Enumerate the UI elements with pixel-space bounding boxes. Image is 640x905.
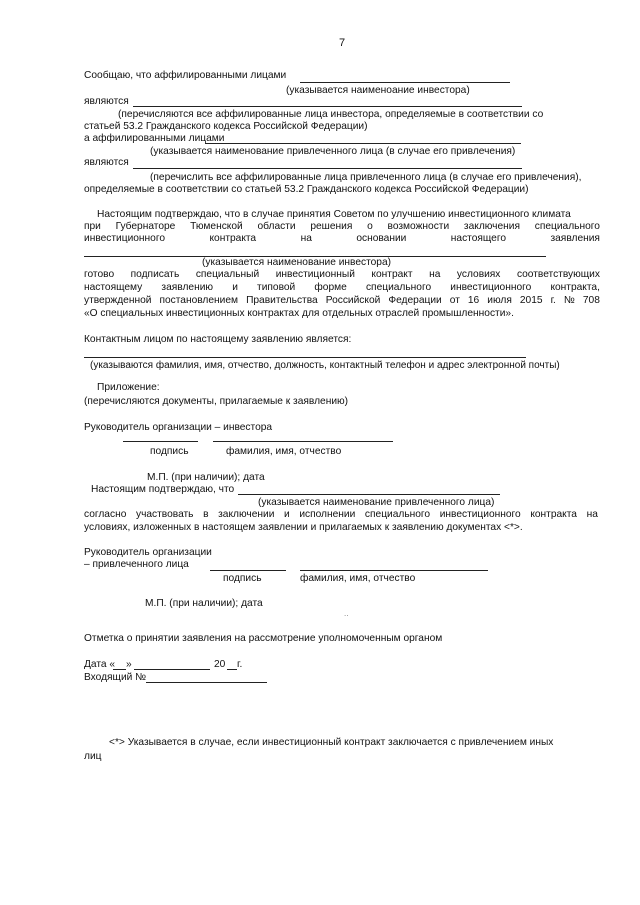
- stamp-date-label-2: М.П. (при наличии); дата: [145, 598, 263, 609]
- signature-caption: подпись: [150, 446, 189, 457]
- word: 708: [582, 295, 600, 306]
- hint-attracted-name-2: (указывается наименование привлеченного лица): [258, 497, 495, 508]
- word: готово: [84, 269, 115, 280]
- word: области: [257, 221, 296, 232]
- fio-caption: фамилия, имя, отчество: [226, 446, 342, 457]
- date-year: 20: [214, 659, 226, 670]
- stray-dots: ..: [344, 609, 349, 618]
- confirm-line-1: Настоящим подтверждаю, что в случае принятия Советом по улучшению инвестиционного климата: [97, 209, 571, 220]
- investor-name-line[interactable]: [300, 82, 510, 83]
- head-attracted-label-1: Руководитель организации: [84, 547, 212, 558]
- word: на: [429, 269, 441, 280]
- word: Губернаторе: [115, 221, 176, 232]
- confirm-line-6: [84, 296, 600, 306]
- head-investor-label: Руководитель организации – инвестора: [84, 422, 273, 433]
- date-month-line[interactable]: [134, 669, 210, 670]
- word: июля: [487, 295, 512, 306]
- attachment-label: Приложение:: [97, 382, 160, 393]
- word: возможности: [387, 221, 450, 232]
- hint-investor-name-2: (указывается наименование инвестора): [202, 257, 392, 268]
- note-investor-affiliates-1: (перечисляются все аффилированные лица инвестора, определяемые в соответствии со: [118, 109, 544, 120]
- attracted-confirm-line-2: [84, 510, 598, 520]
- acceptance-label: Отметка о принятии заявления на рассмотрение уполномоченным органом: [84, 633, 443, 644]
- fio-line[interactable]: [213, 441, 393, 442]
- word: при: [84, 221, 101, 232]
- investor-affiliates-line[interactable]: [133, 106, 522, 107]
- word: Российской: [325, 295, 381, 306]
- word: специального: [364, 509, 431, 520]
- fio-caption-2: фамилия, имя, отчество: [300, 573, 416, 584]
- attracted-confirm-line-1: Настоящим подтверждаю, что: [91, 484, 235, 495]
- date-year-line[interactable]: [227, 669, 237, 670]
- incoming-number-line[interactable]: [146, 682, 267, 683]
- word: Федерации: [388, 295, 442, 306]
- contact-label: Контактным лицом по настоящему заявлению является:: [84, 334, 352, 345]
- word: согласно: [84, 509, 127, 520]
- word: г.: [550, 295, 556, 306]
- word: постановлением: [159, 295, 239, 306]
- word: на: [300, 233, 312, 244]
- confirm-line-5: [84, 283, 600, 293]
- word: заявления: [550, 233, 600, 244]
- date-suffix: г.: [237, 659, 243, 670]
- word: и: [232, 282, 238, 293]
- word: участвовать: [135, 509, 194, 520]
- date-prefix: Дата «: [84, 659, 116, 670]
- note-investor-affiliates-2: статьей 53.2 Гражданского кодекса Российской Федерации): [84, 121, 368, 132]
- word: Тюменской: [190, 221, 243, 232]
- word: контракта: [209, 233, 257, 244]
- word: типовой: [257, 282, 296, 293]
- hint-investor-name: (указывается наименоание инвестора): [286, 85, 470, 96]
- word: контракта,: [550, 282, 600, 293]
- word: форме: [314, 282, 347, 293]
- word: инвестиционного: [84, 233, 165, 244]
- word: решения: [310, 221, 353, 232]
- word: контракт: [371, 269, 413, 280]
- attracted-name-line-2[interactable]: [238, 494, 500, 495]
- word: контракта: [530, 509, 577, 520]
- and-affiliates-label: а аффилированными лицами: [84, 133, 225, 144]
- word: специального: [534, 221, 600, 232]
- attracted-name-line[interactable]: [205, 143, 521, 144]
- note-attracted-affiliates-2: определяемые в соответствии со статьей 53.2 Гражданского кодекса Российской Федерации): [84, 184, 529, 195]
- confirm-line-3: [84, 234, 600, 244]
- word: настоящему: [84, 282, 143, 293]
- word: заключении: [218, 509, 275, 520]
- hint-attracted-name: (указывается наименование привлеченного лица (в случае его привлечения): [150, 146, 516, 157]
- attachment-hint: (перечисляются документы, прилагаемые к заявлению): [84, 396, 349, 407]
- footnote-line-2: лиц: [84, 751, 102, 762]
- confirm-line-4: [84, 270, 600, 280]
- affiliates-intro: Сообщаю, что аффилированными лицами: [84, 70, 287, 81]
- word: утвержденной: [84, 295, 152, 306]
- word: специального: [365, 282, 432, 293]
- signature-caption-2: подпись: [223, 573, 262, 584]
- word: о: [367, 221, 373, 232]
- page-number: 7: [339, 37, 346, 49]
- word: соответствующих: [516, 269, 600, 280]
- contact-hint: (указываются фамилия, имя, отчество, должность, контактный телефон и адрес электронной почты): [90, 360, 560, 371]
- are-label: являются: [84, 96, 129, 107]
- fio-line-2[interactable]: [300, 570, 488, 571]
- word: подписать: [130, 269, 180, 280]
- contact-line[interactable]: [84, 357, 526, 358]
- stamp-date-label: М.П. (при наличии); дата: [147, 472, 265, 483]
- word: заключения: [463, 221, 520, 232]
- date-day-line[interactable]: [113, 669, 126, 670]
- confirm-line-2: [84, 222, 600, 232]
- date-mid: »: [126, 659, 132, 670]
- signature-line-2[interactable]: [210, 570, 286, 571]
- word: 2015: [519, 295, 543, 306]
- word: и: [284, 509, 290, 520]
- word: исполнении: [299, 509, 356, 520]
- word: заявлению: [161, 282, 214, 293]
- word: в: [203, 509, 209, 520]
- word: 16: [467, 295, 480, 306]
- are-label-2: являются: [84, 157, 129, 168]
- attracted-confirm-line-3: условиях, изложенных в настоящем заявлении и прилагаемых к заявлению документах <*>.: [84, 522, 523, 533]
- word: №: [563, 295, 575, 306]
- signature-line[interactable]: [123, 441, 198, 442]
- attracted-affiliates-line[interactable]: [133, 168, 522, 169]
- word: инвестиционного: [450, 282, 532, 293]
- word: настоящего: [450, 233, 507, 244]
- word: от: [449, 295, 460, 306]
- note-attracted-affiliates-1: (перечислить все аффилированные лица привлеченного лица (в случае его привлечения),: [150, 172, 582, 183]
- confirm-line-7: «О специальных инвестиционных контрактах для отдельных отраслей промышленности».: [84, 308, 514, 319]
- footnote-line-1: <*> Указывается в случае, если инвестиционный контракт заключается с привлечением иных: [109, 737, 554, 748]
- word: на: [586, 509, 598, 520]
- incoming-label: Входящий №: [84, 672, 147, 683]
- word: инвестиционного: [439, 509, 521, 520]
- head-attracted-label-2: – привлеченного лица: [84, 559, 189, 570]
- word: специальный: [195, 269, 260, 280]
- word: условиях: [456, 269, 501, 280]
- word: инвестиционный: [275, 269, 355, 280]
- word: Правительства: [246, 295, 318, 306]
- word: основании: [356, 233, 407, 244]
